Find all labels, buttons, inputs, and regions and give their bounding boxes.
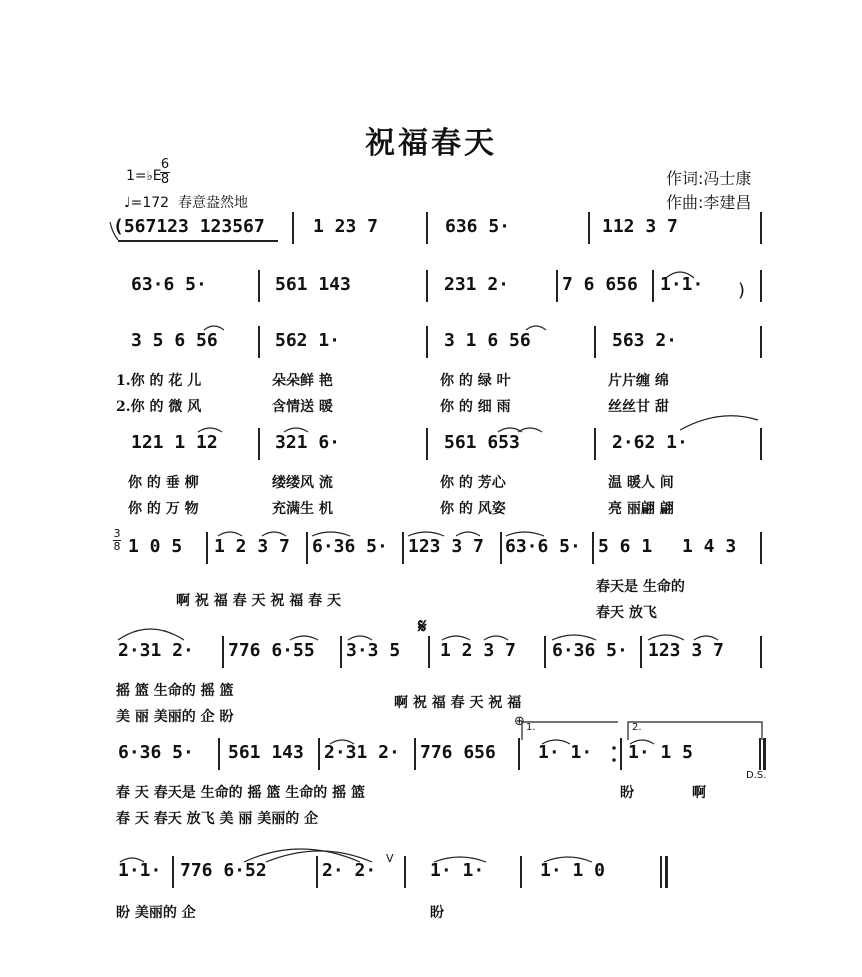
measure-6-1: 2·31 2· (118, 640, 194, 661)
measure-2-4: 7 6 656 (562, 274, 638, 295)
lyric-4-1a: 你 的 垂 柳 (128, 475, 199, 491)
slur-icon (204, 326, 224, 330)
lyric-7-b: 盼 (620, 785, 634, 801)
lyric-6-c: 美 丽 美丽的 企 盼 (116, 709, 234, 725)
measure-7-1: 6·36 5· (118, 742, 194, 763)
breath-mark: V (386, 852, 394, 865)
lyric-5-a: 啊 祝 福 春 天 祝 福 春 天 (176, 593, 341, 609)
meter-change-top: 3 (113, 527, 121, 540)
measure-5-1: 1 0 5 (128, 536, 183, 557)
measure-5-5: 63·6 5· (505, 536, 581, 557)
measure-8-5: 1· 1 0 (540, 860, 606, 881)
tie-icon (542, 740, 570, 744)
ds-marking: D.S. (746, 770, 767, 781)
slur-icon (118, 629, 184, 640)
measure-2-2: 561 143 (275, 274, 351, 295)
lyric-8-a: 盼 美丽的 企 (116, 905, 196, 921)
slur-icon (312, 532, 350, 536)
lyric-4-2b: 充满生 机 (272, 501, 333, 517)
slur-icon (198, 428, 222, 432)
volta-1-bracket (522, 722, 618, 740)
measure-1-4: 112 3 7 (602, 216, 678, 237)
lyric-4-4b: 亮 丽翩 翩 (608, 501, 674, 517)
measure-6-6: 123 3 7 (648, 640, 724, 661)
lyric-6-a: 摇 篮 生命的 摇 篮 (116, 683, 234, 699)
slur-icon (526, 326, 546, 330)
segno-sign: 𝄋 (418, 614, 427, 638)
expression-marking: 春意盎然地 (177, 195, 248, 211)
measure-4-4: 2·62 1· (612, 432, 688, 453)
measure-8-3: 2· 2· (322, 860, 377, 881)
slur-icon (484, 636, 508, 640)
lyric-4-3b: 你 的 风姿 (440, 501, 506, 517)
slur-icon (262, 532, 286, 536)
tie-icon (544, 857, 592, 862)
measure-3-1: 3 5 6 56 (131, 330, 218, 351)
lyric-7-a: 春 天 春天是 生命的 摇 篮 生命的 摇 篮 (116, 785, 365, 801)
tie-icon (120, 858, 144, 862)
lyric-5-c: 春天 放飞 (596, 605, 657, 621)
lyric-7-d: 春 天 春天 放飞 美 丽 美丽的 企 (116, 811, 319, 827)
measure-5-4: 123 3 7 (408, 536, 484, 557)
slur-icon (290, 636, 318, 640)
measure-3-2: 562 1· (275, 330, 341, 351)
measure-1-3: 636 5· (445, 216, 511, 237)
slur-icon (218, 532, 242, 536)
measure-4-2: 321 6· (275, 432, 341, 453)
measure-2-3: 231 2· (444, 274, 510, 295)
lyric-3-3a: 你 的 绿 叶 (440, 373, 511, 389)
lyric-3-1a: 1.你 的 花 儿 (116, 373, 202, 389)
page-title: 祝福春天 (365, 126, 497, 161)
volta-1-label: 1. (526, 722, 536, 733)
measure-6-2: 776 6·55 (228, 640, 315, 661)
lyric-5-b: 春天是 生命的 (596, 579, 685, 595)
measure-5-7: 1 4 3 (682, 536, 737, 557)
slur-icon (442, 636, 470, 640)
flat-sign: ♭ (146, 169, 153, 184)
meter-top: 6 (160, 157, 170, 172)
composer-credit: 作曲:李建昌 (666, 193, 752, 212)
measure-7-4: 776 656 (420, 742, 496, 763)
measure-3-3: 3 1 6 56 (444, 330, 531, 351)
lyric-8-b: 盼 (430, 905, 444, 921)
measure-5-3: 6·36 5· (312, 536, 388, 557)
volta-2-label: 2. (632, 722, 642, 733)
open-parenthesis-icon (110, 222, 118, 240)
measure-2-1: 63·6 5· (131, 274, 207, 295)
slur-icon (694, 636, 718, 640)
lyric-6-b: 啊 祝 福 春 天 祝 福 (394, 695, 522, 711)
coda-sign: ⊕ (514, 714, 525, 729)
measure-7-2: 561 143 (228, 742, 304, 763)
measure-8-1: 1·1· (118, 860, 162, 881)
lyric-3-1b: 2.你 的 微 风 (116, 399, 202, 415)
lyric-4-3a: 你 的 芳心 (440, 475, 506, 491)
measure-7-3: 2·31 2· (324, 742, 400, 763)
measure-1-1: (567123 123567 (113, 216, 265, 237)
lyric-4-4a: 温 暖人 间 (608, 475, 674, 491)
repeat-dots-icon (612, 746, 616, 762)
slur-icon (506, 532, 544, 536)
slur-icon (680, 416, 758, 430)
volta-2-bracket (628, 722, 762, 740)
measure-3-4: 563 2· (612, 330, 678, 351)
lyric-7-c: 啊 (692, 785, 706, 801)
slur-icon (284, 428, 308, 432)
slur-icon (330, 740, 354, 744)
slur-icon (408, 532, 444, 536)
slur-icon (244, 849, 360, 862)
measure-8-4: 1· 1· (430, 860, 485, 881)
lyric-3-2b: 含情送 暖 (272, 399, 333, 415)
key-note: E (152, 168, 162, 184)
lyric-3-2a: 朵朵鲜 艳 (272, 373, 333, 389)
lyric-4-2a: 缕缕风 流 (272, 475, 333, 491)
measure-1-2: 1 23 7 (313, 216, 379, 237)
measure-7-6: 1· 1 5 (628, 742, 694, 763)
slur-icon (648, 635, 684, 640)
measure-5-6: 5 6 1 (598, 536, 653, 557)
measure-4-1: 121 1 12 (131, 432, 218, 453)
tie-icon (630, 740, 654, 744)
lyric-3-4b: 丝丝甘 甜 (608, 399, 669, 415)
quarter-note-icon: ♩ (124, 195, 131, 211)
measure-6-5: 6·36 5· (552, 640, 628, 661)
tempo-value: =172 (130, 195, 170, 211)
lyric-4-1b: 你 的 万 物 (128, 501, 199, 517)
close-parenthesis: ) (738, 280, 746, 301)
slur-icon (456, 532, 480, 536)
tie-icon (434, 857, 486, 862)
meter-change-bottom: 8 (113, 540, 121, 553)
lyricist-credit: 作词:冯士康 (666, 169, 752, 188)
measure-8-2: 776 6·52 (180, 860, 267, 881)
meter-bottom: 8 (160, 172, 170, 187)
lyric-3-4a: 片片缠 绵 (608, 373, 669, 389)
measure-2-5: 1·1· (660, 274, 704, 295)
lyric-3-3b: 你 的 细 雨 (440, 399, 511, 415)
key-prefix: 1= (126, 168, 147, 184)
measure-4-3: 561 653 (444, 432, 520, 453)
measure-5-2: 1 2 3 7 (214, 536, 290, 557)
measure-6-4: 1 2 3 7 (440, 640, 516, 661)
slur-icon (348, 636, 372, 640)
measure-6-3: 3·3 5 (346, 640, 401, 661)
slur-icon (552, 635, 596, 640)
measure-7-5: 1· 1· (538, 742, 593, 763)
tie-icon (666, 272, 694, 278)
